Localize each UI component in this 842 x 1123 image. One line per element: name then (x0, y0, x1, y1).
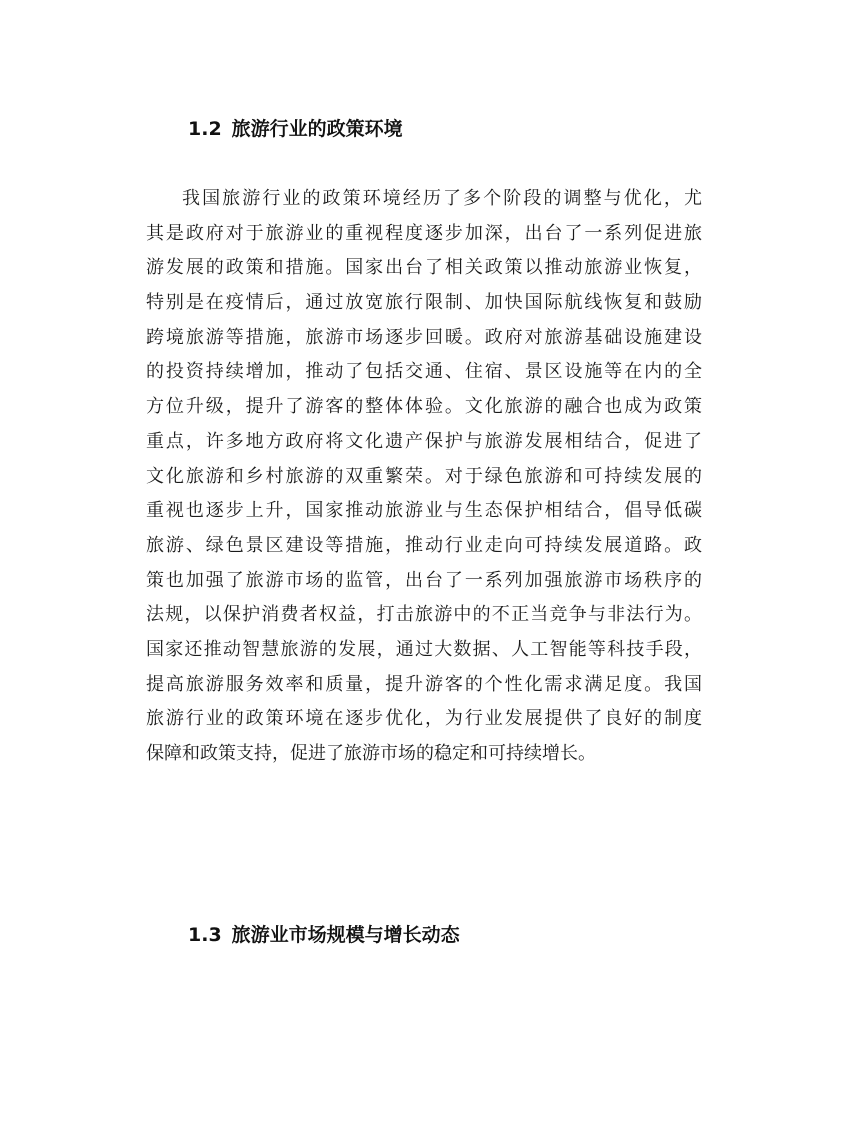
paragraph-line: 我国旅游行业的政策环境经历了多个阶段的调整与优化，尤 (182, 188, 702, 209)
section-heading-1-2 (188, 116, 403, 142)
paragraph-line: 提高旅游服务效率和质量，提升游客的个性化需求满足度。我国 (146, 673, 702, 695)
section-number: 1.3 (188, 924, 222, 946)
policy-paragraph (146, 182, 702, 772)
paragraph-line: 国家还推动智慧旅游的发展，通过大数据、人工智能等科技手段， (146, 638, 702, 660)
paragraph-line: 法规，以保护消费者权益，打击旅游中的不正当竞争与非法行为。 (146, 604, 702, 626)
paragraph-line: 其是政府对于旅游业的重视程度逐步加深，出台了一系列促进旅 (146, 222, 702, 244)
paragraph-line: 特别是在疫情后，通过放宽旅行限制、加快国际航线恢复和鼓励 (146, 292, 702, 314)
paragraph-line: 策也加强了旅游市场的监管，出台了一系列加强旅游市场秩序的 (146, 569, 702, 591)
section-heading-1-3 (188, 922, 460, 948)
paragraph-line: 跨境旅游等措施，旅游市场逐步回暖。政府对旅游基础设施建设 (146, 326, 702, 348)
section-number: 1.2 (188, 118, 222, 140)
section-title: 旅游业市场规模与增长动态 (231, 924, 460, 946)
paragraph-line: 的投资持续增加，推动了包括交通、住宿、景区设施等在内的全 (146, 361, 702, 383)
paragraph-line: 文化旅游和乡村旅游的双重繁荣。对于绿色旅游和可持续发展的 (146, 465, 702, 487)
paragraph-line: 旅游行业的政策环境在逐步优化，为行业发展提供了良好的制度 (146, 708, 702, 730)
paragraph-line: 保障和政策支持，促进了旅游市场的稳定和可持续增长。 (146, 743, 596, 764)
paragraph-line: 游发展的政策和措施。国家出台了相关政策以推动旅游业恢复， (146, 257, 702, 279)
paragraph-line: 重视也逐步上升，国家推动旅游业与生态保护相结合，倡导低碳 (146, 500, 702, 522)
paragraph-line: 旅游、绿色景区建设等措施，推动行业走向可持续发展道路。政 (146, 534, 702, 556)
section-title: 旅游行业的政策环境 (231, 118, 403, 140)
paragraph-line: 方位升级，提升了游客的整体体验。文化旅游的融合也成为政策 (146, 396, 702, 418)
paragraph-line: 重点，许多地方政府将文化遗产保护与旅游发展相结合，促进了 (146, 430, 702, 452)
